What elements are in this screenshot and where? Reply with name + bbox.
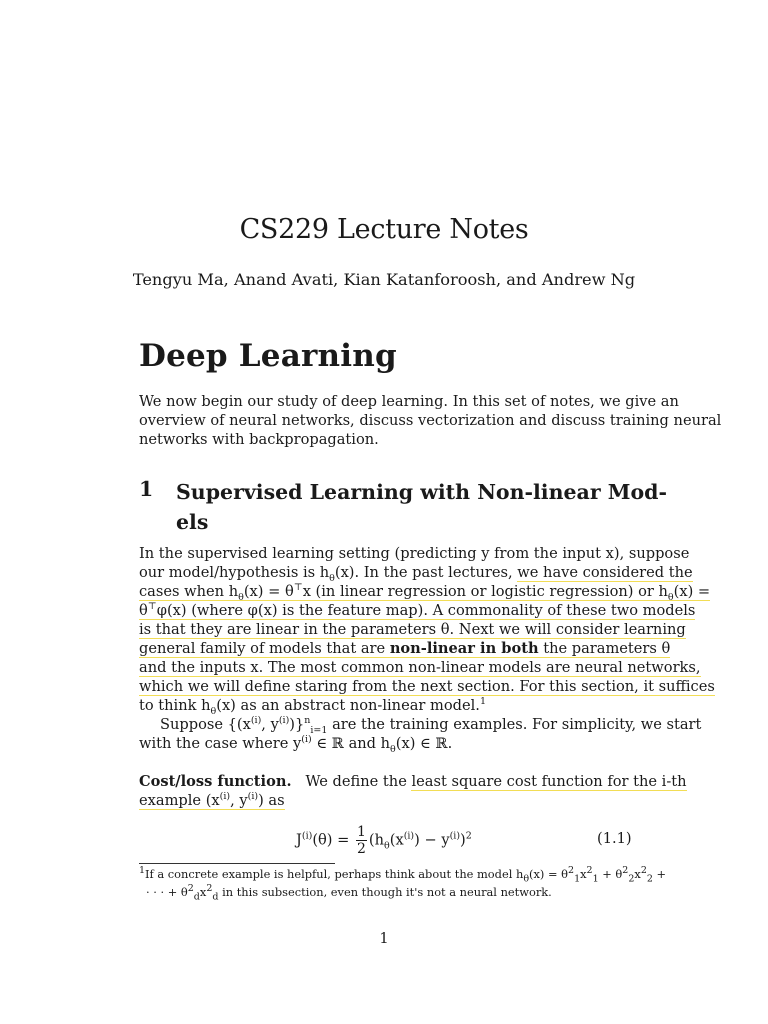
body-line-2: our model/hypothesis is $h_\theta(x)$. In the past lectures, we have considered the [139, 564, 693, 584]
body-line-5 [139, 620, 686, 639]
highlight: is that they are linear in the parameters θ. Next we will consider learning [139, 621, 686, 638]
highlight: θ⊤φ(x) (where φ(x) is the feature map). A commonality of these two models [139, 601, 696, 619]
highlight: least square cost function for the i-th [411, 773, 687, 790]
body-line-7 [139, 658, 701, 677]
page-number: 1 [379, 930, 389, 947]
authors: Tengyu Ma, Anand Avati, Kian Katanforoosh, and Andrew Ng [132, 270, 636, 289]
cost-heading: Cost/loss function. [139, 773, 292, 790]
footnote-ref: 1 [479, 696, 486, 708]
chapter-title: Deep Learning [139, 338, 397, 374]
body-line-1: In the supervised learning setting (predicting y from the input x), suppose [139, 545, 690, 562]
section-number: 1 [139, 477, 154, 501]
footnote-rule [139, 863, 335, 864]
intro-line-3: networks with backpropagation. [139, 431, 379, 448]
highlight: we have considered the [517, 564, 693, 581]
intro-line-1: We now begin our study of deep learning. In this set of notes, we give an [139, 393, 679, 410]
cost-line-1: Cost/loss function. We define the least square cost function for the i-th [139, 773, 687, 790]
document-title: CS229 Lecture Notes [239, 214, 529, 245]
highlight: general family of models that are non-linear in both the parameters θ [139, 640, 671, 657]
fraction: $\frac{1}{2}$ [357, 824, 366, 857]
section-title-line-2: els [176, 510, 209, 534]
highlight: cases when $h_\theta(x) = \theta^⊤x$ (in linear regression or logistic regression) or $h_\theta(x)$ = [139, 582, 711, 603]
body-line-8 [139, 677, 715, 696]
section-title [176, 477, 667, 537]
body-line-10: Suppose {($x^{(i)}$, $y^{(i)})\}^n_{i=1}$ are the training examples. For simplicity, we start [160, 715, 702, 736]
highlight: example ($x^{(i)}$, $y^{(i)}$) as [139, 791, 285, 809]
intro-line-2: overview of neural networks, discuss vectorization and discuss training neural [139, 412, 722, 429]
body-line-3 [139, 582, 710, 601]
body-line-11: with the case where $y^{(i)}$ ∈ ℝ and $h_\theta(x)$ ∈ ℝ. [139, 734, 453, 755]
body-line-4 [139, 601, 695, 620]
footnote-line-1: $^1$If a concrete example is helpful, perhaps think about the model $h_\theta(x) = \theta^2_1x^2_1 + \theta^2_2x^2_2$ + [139, 865, 667, 885]
section-title-line-1: Supervised Learning with Non-linear Mod- [176, 480, 667, 504]
highlight: which we will define staring from the next section. For this section, it suffices [139, 678, 715, 695]
body-line-9: to think $h_\theta(x)$ as an abstract non-linear model.$^1$ [139, 696, 486, 717]
footnote-line-2: · · · + $\theta^2_dx^2_d$ in this subsection, even though it's not a neural network. [146, 883, 552, 903]
body-line-6 [139, 639, 670, 658]
equation-number: (1.1) [597, 830, 632, 847]
cost-line-2 [139, 791, 285, 810]
equation: $J^{(i)}(\theta)$ = $\frac{1}{2}$ $(h_\theta(x^{(i)}) - y^{(i)})^2$ [296, 824, 472, 857]
footnote-marker: 1 [139, 865, 146, 877]
highlight: and the inputs x. The most common non-linear models are neural networks, [139, 659, 701, 676]
